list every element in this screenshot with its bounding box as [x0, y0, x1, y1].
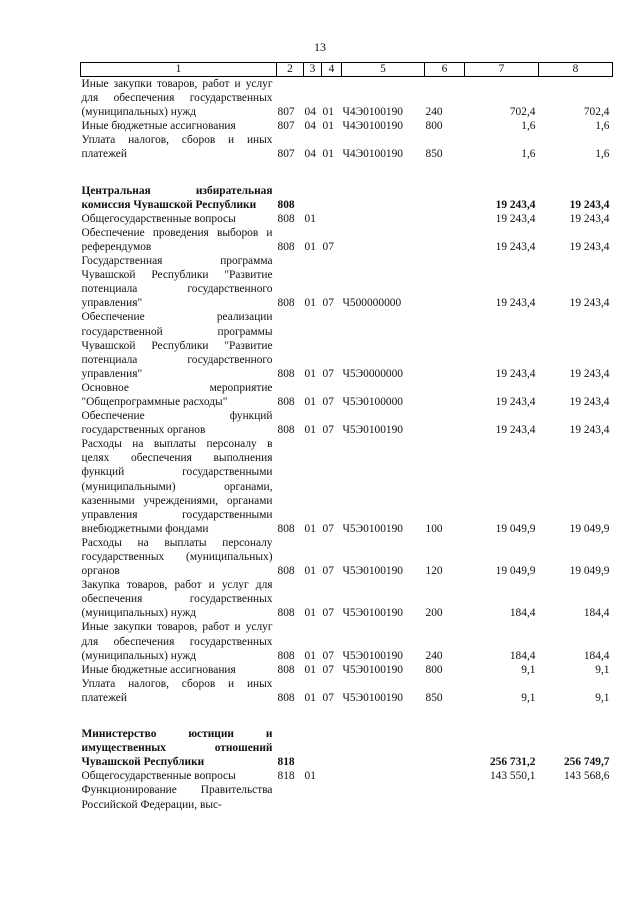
cell-admin-code: 808: [277, 565, 295, 578]
cell-subsection: [322, 212, 342, 226]
cell-expense-type: [425, 310, 465, 380]
cell-sum-year2: 9,1: [595, 663, 610, 676]
cell-expense-type: 240: [425, 106, 443, 119]
cell-expense-type: [425, 381, 465, 409]
table-row: [81, 381, 613, 409]
cell-admin-code: 807: [277, 148, 295, 161]
cell-target-article: Ч5Э0100000: [342, 395, 403, 408]
cell-section: 04: [304, 120, 316, 133]
cell-admin-code: 808: [277, 297, 295, 310]
cell-target-article: Ч5Э0100190: [342, 663, 403, 676]
cell-sum-year1: 19 243,4: [495, 297, 536, 310]
table-body: [81, 77, 613, 812]
cell-subsection: 07: [322, 395, 334, 408]
column-header-expense-type: 6: [425, 63, 465, 77]
cell-sum-year2: 1,6: [595, 148, 610, 161]
page-number: 13: [314, 40, 326, 54]
table-row: [81, 409, 613, 437]
table-row: [81, 783, 613, 811]
table-row: [81, 769, 613, 783]
column-header-sum-year2: 8: [539, 63, 613, 77]
cell-target-article: Ч5Э0100190: [342, 424, 403, 437]
cell-sum-year1: 184,4: [509, 607, 536, 620]
cell-target-article: Ч5Э0000000: [342, 367, 403, 380]
cell-subsection: 01: [322, 120, 334, 133]
cell-section: [304, 783, 322, 811]
cell-target-article: [342, 212, 425, 226]
cell-section: 01: [304, 649, 316, 662]
cell-expense-type: 200: [425, 607, 443, 620]
cell-sum-year2: 184,4: [583, 607, 610, 620]
spacer-cell: [81, 705, 613, 727]
cell-sum-year1: 19 243,4: [495, 212, 536, 225]
cell-section: 01: [304, 770, 316, 783]
cell-subsection: 07: [322, 240, 334, 253]
cell-expense-type: 120: [425, 565, 443, 578]
cell-name: Основное мероприятие "Общепрограммные расходы": [81, 381, 273, 408]
cell-sum-year1: 184,4: [509, 649, 536, 662]
cell-subsection: 07: [322, 649, 334, 662]
cell-name: Расходы на выплаты персоналу в целях обеспечения выполнения функций государственными (муниципальными) органами, казенными учреждениями, органами управления государственными внебюджетными фондами: [81, 438, 273, 535]
cell-admin-code: 808: [277, 607, 295, 620]
cell-section: 01: [304, 424, 316, 437]
cell-section: 04: [304, 106, 316, 119]
table-row: [81, 578, 613, 620]
cell-subsection: 07: [322, 565, 334, 578]
cell-expense-type: [425, 226, 465, 254]
cell-name: Государственная программа Чувашской Республики "Развитие потенциала государственного управления": [81, 255, 273, 310]
cell-sum-year1: 1,6: [521, 148, 536, 161]
table-row: [81, 536, 613, 578]
cell-sum-year1: 19 049,9: [495, 522, 536, 535]
cell-section: [304, 184, 322, 212]
cell-sum-year1: 1,6: [521, 120, 536, 133]
table-row: [81, 727, 613, 769]
cell-section: 01: [304, 297, 316, 310]
cell-section: 01: [304, 607, 316, 620]
cell-sum-year1: 19 243,4: [495, 395, 536, 408]
cell-expense-type: [425, 409, 465, 437]
cell-subsection: [322, 184, 342, 212]
cell-target-article: [342, 226, 425, 254]
table-row: [81, 310, 613, 380]
cell-target-article: [342, 184, 425, 212]
spacer-cell: [81, 162, 613, 184]
cell-name: Общегосударственные вопросы: [81, 212, 236, 225]
table-row: [81, 663, 613, 677]
cell-sum-year1: 256 731,2: [489, 756, 536, 769]
cell-target-article: Ч5Э0100190: [342, 691, 403, 704]
cell-admin-code: 818: [277, 770, 295, 783]
cell-expense-type: [425, 254, 465, 310]
table-spacer-row: [81, 162, 613, 184]
cell-target-article: Ч4Э0100190: [342, 106, 403, 119]
cell-name: Уплата налогов, сборов и иных платежей: [81, 677, 273, 704]
cell-expense-type: [425, 727, 465, 769]
cell-sum-year2: 19 243,4: [569, 297, 610, 310]
cell-subsection: [322, 727, 342, 769]
cell-expense-type: [425, 184, 465, 212]
cell-admin-code: 808: [277, 649, 295, 662]
header-row: [81, 63, 613, 77]
cell-expense-type: 800: [425, 120, 443, 133]
column-header-subsection: 4: [322, 63, 342, 77]
cell-name: Расходы на выплаты персоналу государственных (муниципальных) органов: [81, 536, 273, 578]
cell-target-article: Ч5Э0100190: [342, 565, 403, 578]
cell-admin-code: 807: [277, 106, 295, 119]
cell-sum-year2: 702,4: [583, 106, 610, 119]
cell-name: Общегосударственные вопросы: [81, 770, 236, 783]
cell-name: Иные закупки товаров, работ и услуг для обеспечения государственных (муниципальных) нужд: [81, 78, 273, 119]
cell-section: 01: [304, 565, 316, 578]
table-row: [81, 677, 613, 705]
cell-expense-type: 850: [425, 691, 443, 704]
cell-section: 01: [304, 395, 316, 408]
cell-sum-year2: 9,1: [595, 691, 610, 704]
cell-sum-year2: [539, 783, 613, 811]
cell-subsection: 07: [322, 367, 334, 380]
column-header-admin: 2: [277, 63, 304, 77]
cell-admin-code: 807: [277, 120, 295, 133]
table-row: [81, 119, 613, 133]
cell-target-article: Ч500000000: [342, 297, 402, 310]
cell-admin-code: 808: [277, 663, 295, 676]
cell-admin-code: 808: [277, 522, 295, 535]
cell-sum-year2: 1,6: [595, 120, 610, 133]
table-row: [81, 212, 613, 226]
cell-section: 04: [304, 148, 316, 161]
cell-name: Центральная избирательная комиссия Чувашской Республики: [81, 184, 273, 211]
cell-admin-code: 818: [277, 756, 295, 769]
cell-sum-year1: [465, 783, 539, 811]
table-row: [81, 620, 613, 662]
cell-sum-year1: 702,4: [509, 106, 536, 119]
cell-name: Иные закупки товаров, работ и услуг для обеспечения государственных (муниципальных) нужд: [81, 621, 273, 662]
cell-admin-code: 808: [277, 198, 295, 211]
cell-name: Обеспечение реализации государственной программы Чувашской Республики "Развитие потенциала государственного управления": [81, 311, 273, 380]
table-header: [81, 63, 613, 77]
cell-subsection: 07: [322, 691, 334, 704]
cell-sum-year2: 19 243,4: [569, 198, 610, 211]
cell-name: Закупка товаров, работ и услуг для обеспечения государственных (муниципальных) нужд: [81, 579, 273, 620]
cell-subsection: 07: [322, 297, 334, 310]
cell-name: Обеспечение проведения выборов и референдумов: [81, 226, 273, 253]
cell-target-article: [342, 783, 425, 811]
cell-subsection: 07: [322, 522, 334, 535]
cell-admin-code: 808: [277, 424, 295, 437]
column-header-name: 1: [81, 63, 277, 77]
cell-sum-year1: 19 049,9: [495, 565, 536, 578]
cell-section: 01: [304, 691, 316, 704]
cell-sum-year1: 9,1: [521, 691, 536, 704]
cell-sum-year2: 19 049,9: [569, 565, 610, 578]
table-row: [81, 184, 613, 212]
cell-sum-year2: 19 243,4: [569, 367, 610, 380]
cell-subsection: 01: [322, 148, 334, 161]
table-row: [81, 254, 613, 310]
cell-section: 01: [304, 663, 316, 676]
cell-sum-year2: 143 568,6: [563, 770, 610, 783]
cell-section: 01: [304, 367, 316, 380]
cell-sum-year1: 19 243,4: [495, 198, 536, 211]
cell-sum-year2: 19 049,9: [569, 522, 610, 535]
cell-admin-code: 808: [277, 367, 295, 380]
table-row: [81, 77, 613, 120]
cell-name: Иные бюджетные ассигнования: [81, 663, 236, 676]
cell-expense-type: 850: [425, 148, 443, 161]
cell-expense-type: 240: [425, 649, 443, 662]
column-header-target-article: 5: [342, 63, 425, 77]
cell-sum-year2: 19 243,4: [569, 395, 610, 408]
cell-subsection: 01: [322, 106, 334, 119]
cell-sum-year2: 19 243,4: [569, 240, 610, 253]
table-row: [81, 226, 613, 254]
cell-sum-year1: 9,1: [521, 663, 536, 676]
cell-name: Иные бюджетные ассигнования: [81, 120, 236, 133]
cell-sum-year1: 143 550,1: [489, 770, 536, 783]
cell-admin-code: 808: [277, 212, 295, 225]
cell-target-article: [342, 769, 425, 783]
cell-name: Уплата налогов, сборов и иных платежей: [81, 134, 273, 161]
cell-target-article: Ч5Э0100190: [342, 607, 403, 620]
cell-section: 01: [304, 240, 316, 253]
cell-expense-type: [425, 783, 465, 811]
cell-expense-type: [425, 212, 465, 226]
cell-admin-code: 808: [277, 691, 295, 704]
table-row: [81, 133, 613, 161]
cell-subsection: [322, 769, 342, 783]
cell-section: 01: [304, 522, 316, 535]
cell-target-article: [342, 727, 425, 769]
column-header-sum-year1: 7: [465, 63, 539, 77]
cell-subsection: [322, 783, 342, 811]
cell-sum-year2: 19 243,4: [569, 424, 610, 437]
cell-section: [304, 727, 322, 769]
cell-expense-type: [425, 769, 465, 783]
table-row: [81, 437, 613, 536]
cell-sum-year2: 256 749,7: [563, 756, 610, 769]
cell-sum-year1: 19 243,4: [495, 367, 536, 380]
cell-sum-year2: 184,4: [583, 649, 610, 662]
cell-target-article: Ч4Э0100190: [342, 120, 403, 133]
cell-target-article: Ч5Э0100190: [342, 522, 403, 535]
cell-admin-code: 808: [277, 395, 295, 408]
cell-subsection: 07: [322, 424, 334, 437]
cell-section: 01: [304, 212, 316, 225]
cell-sum-year2: 19 243,4: [569, 212, 610, 225]
cell-name: Функционирование Правительства Российской Федерации, выс-: [81, 784, 273, 811]
cell-name: Министерство юстиции и имущественных отношений Чувашской Республики: [81, 728, 273, 769]
cell-sum-year1: 19 243,4: [495, 424, 536, 437]
cell-admin-code: 808: [277, 240, 295, 253]
table-spacer-row: [81, 705, 613, 727]
cell-sum-year1: 19 243,4: [495, 240, 536, 253]
cell-subsection: 07: [322, 607, 334, 620]
cell-target-article: Ч4Э0100190: [342, 148, 403, 161]
cell-name: Обеспечение функций государственных органов: [81, 410, 273, 437]
cell-admin-code: [277, 783, 304, 811]
budget-table: [80, 62, 613, 812]
column-header-section: 3: [304, 63, 322, 77]
cell-expense-type: 800: [425, 663, 443, 676]
cell-target-article: Ч5Э0100190: [342, 649, 403, 662]
cell-expense-type: 100: [425, 522, 443, 535]
cell-subsection: 07: [322, 663, 334, 676]
